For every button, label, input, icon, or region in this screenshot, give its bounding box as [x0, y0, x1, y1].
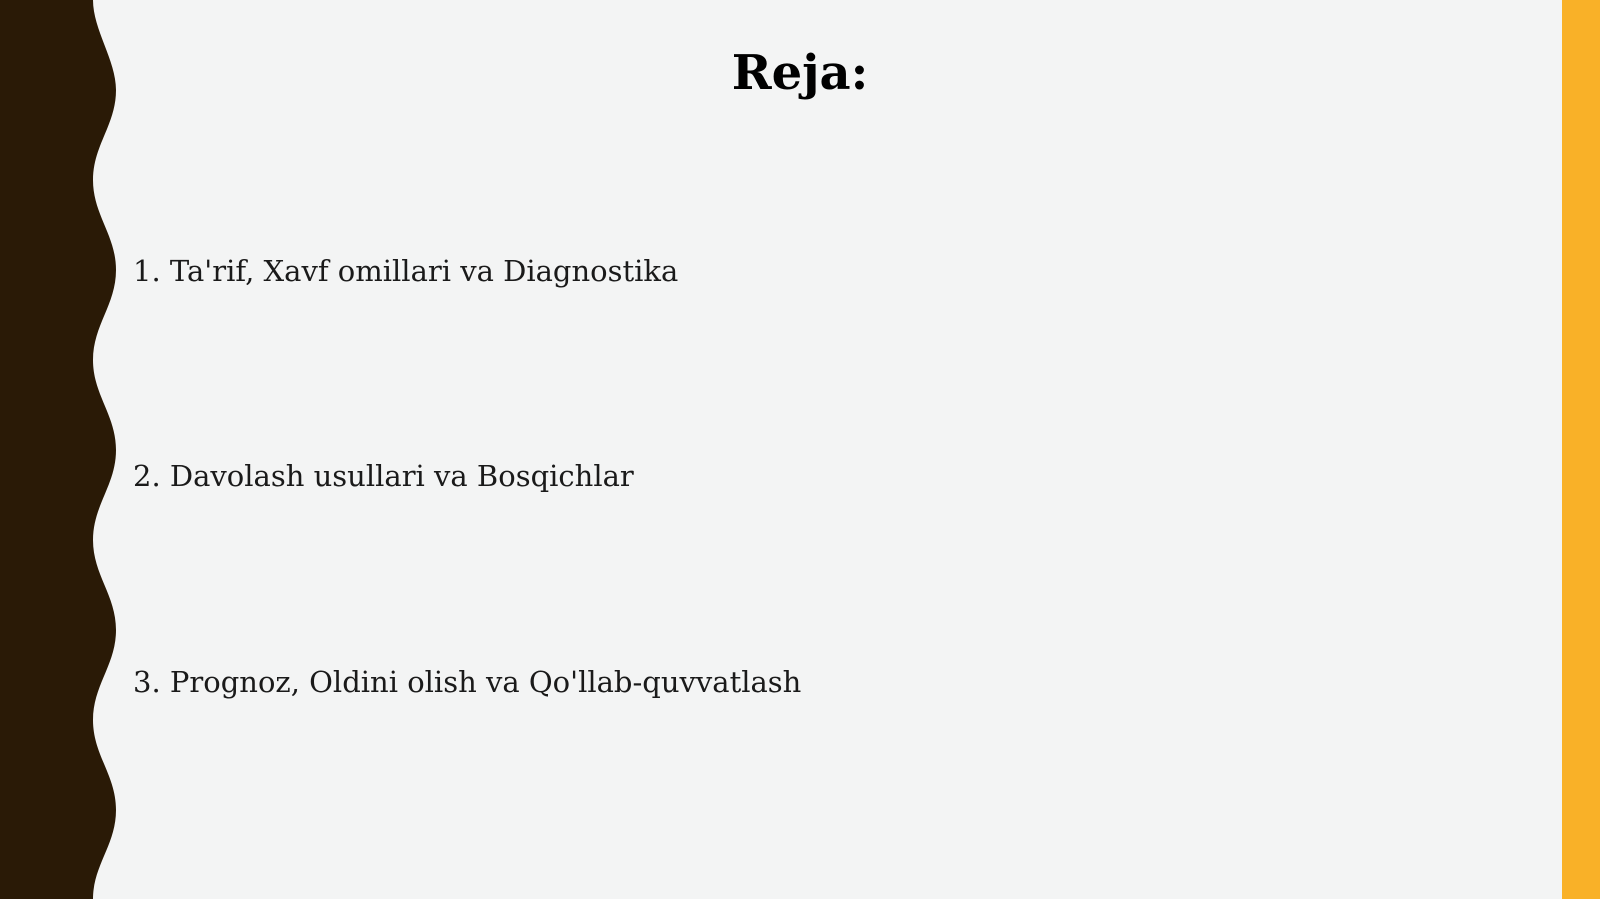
left-wavy-band	[0, 0, 120, 899]
list-item-2: 2. Davolash usullari va Bosqichlar	[133, 459, 634, 493]
list-item-3: 3. Prognoz, Oldini olish va Qo'llab-quvvatlash	[133, 665, 802, 699]
wavy-band-shape	[0, 0, 116, 899]
list-item-1: 1. Ta'rif, Xavf omillari va Diagnostika	[133, 254, 679, 288]
page-title: Reja:	[731, 45, 869, 101]
accent-bar-fill	[1562, 0, 1600, 899]
right-accent-bar	[1562, 0, 1600, 899]
